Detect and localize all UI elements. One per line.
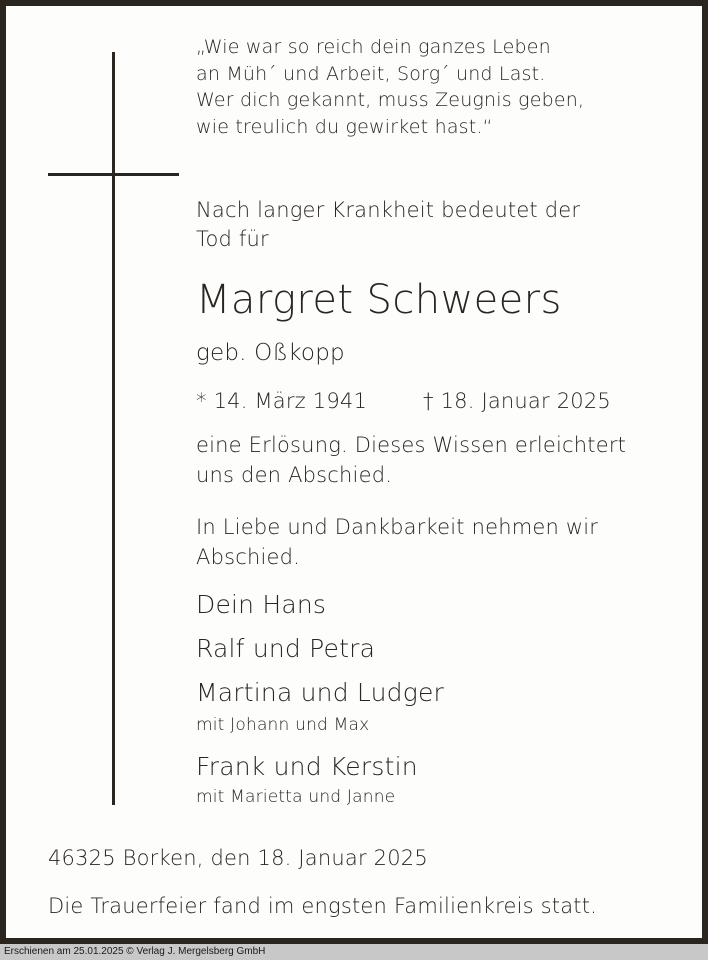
mourner-children: mit Marietta und Janne: [196, 787, 396, 807]
poem: [196, 34, 584, 140]
intro-line: Tod für: [196, 227, 269, 251]
thanks-text: [196, 512, 598, 572]
mourner-name: Ralf und Petra: [196, 634, 376, 663]
place-date: 46325 Borken, den 18. Januar 2025: [48, 846, 428, 870]
deceased-name: Margret Schweers: [196, 277, 562, 323]
thanks-line: In Liebe und Dankbarkeit nehmen wir: [196, 515, 599, 539]
maiden-name: geb. Oßkopp: [196, 340, 345, 366]
birth-date: * 14. März 1941: [196, 389, 368, 413]
closing-text: [196, 430, 626, 490]
mourner-name: Dein Hans: [196, 590, 327, 619]
thanks-line: Abschied.: [196, 545, 301, 569]
poem-line: Wer dich gekannt, muss Zeugnis geben,: [196, 89, 585, 111]
cross-horizontal-bar: [48, 173, 179, 176]
cross-vertical-bar: [112, 52, 115, 805]
poem-line: an Müh´ und Arbeit, Sorg´ und Last.: [196, 62, 546, 85]
mourner-name: Martina und Ludger: [196, 678, 444, 707]
poem-line: wie treulich du gewirket hast.“: [196, 115, 493, 138]
closing-line: uns den Abschied.: [196, 463, 393, 487]
mourner-name: Frank und Kerstin: [196, 752, 418, 781]
intro-text: [196, 196, 580, 254]
intro-line: Nach langer Krankheit bedeutet der: [196, 198, 581, 222]
funeral-notice: Die Trauerfeier fand im engsten Familienkreis statt.: [48, 894, 598, 918]
publication-footer: Erschienen am 25.01.2025 © Verlag J. Mergelsberg GmbH: [0, 944, 708, 960]
mourner-children: mit Johann und Max: [196, 715, 370, 735]
closing-line: eine Erlösung. Dieses Wissen erleichtert: [196, 433, 627, 457]
death-date: † 18. Januar 2025: [423, 389, 611, 413]
poem-line: „Wie war so reich dein ganzes Leben: [196, 36, 551, 58]
